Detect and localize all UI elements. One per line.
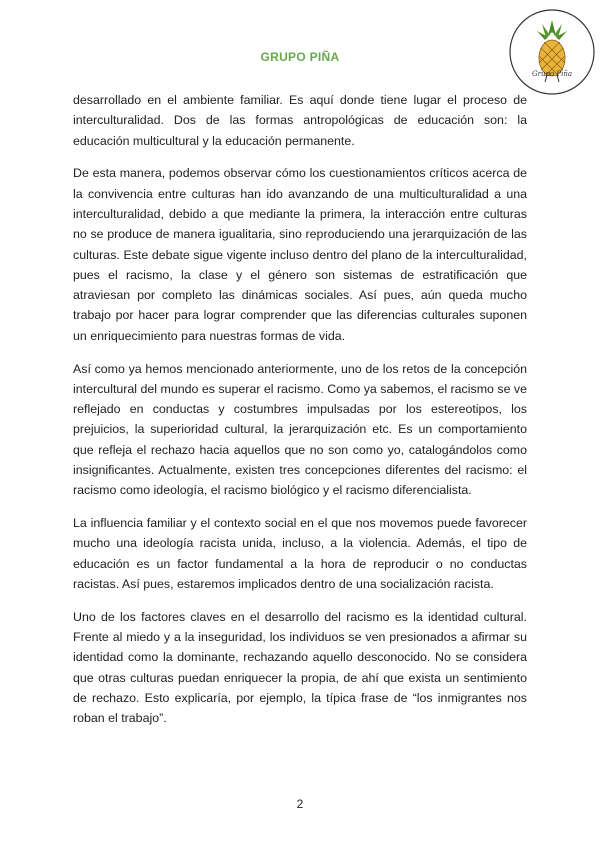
paragraph: Así como ya hemos mencionado anteriormente, uno de los retos de la concepción intercultural del mundo es superar el racismo. Como ya sabemos, el racismo se ve reflejado en conductas y costumbres impulsadas por los estereotipos, los prejuicios, la superioridad cultural, la jerarquización etc. Es un comportamiento que refleja el rechazo hacia aquellos que no son como yo, catalogándolos como insignificantes. Actualmente, existen tres concepciones diferentes del racismo: el racismo como ideología, el racismo biológico y el racismo diferencialista. bbox=[73, 361, 527, 498]
paragraph: Uno de los factores claves en el desarrollo del racismo es la identidad cultural. Frente al miedo y a la inseguridad, los individuos se ven presionados a afirmar su identidad como la dominante, rechazando aquello desconocido. No se considera que otras culturas puedan enriquecer la propia, de ahí que exista un sentimiento de rechazo. Esto explicaría, por ejemplo, la típica frase de “los inmigrantes nos roban el trabajo”. bbox=[73, 609, 527, 726]
header-title: GRUPO PIÑA bbox=[260, 50, 340, 64]
pineapple-logo bbox=[508, 8, 596, 96]
page-number: 2 bbox=[296, 797, 304, 811]
paragraph: desarrollado en el ambiente familiar. Es aquí donde tiene lugar el proceso de interculturalidad. Dos de las formas antropológicas de educación son: la educación multicultural y la educación permanente. bbox=[73, 93, 527, 148]
body-text bbox=[73, 90, 527, 741]
logo-caption: Grupo Piña bbox=[532, 70, 572, 78]
paragraph: De esta manera, podemos observar cómo los cuestionamientos críticos acerca de la convivencia entre culturas han ido avanzando de una multiculturalidad a una interculturalidad, debido a que mediante la primera, la interacción entre culturas no se produce de manera igualitaria, sino reproduciendo una jerarquización de las culturas. Este debate sigue vigente incluso dentro del plano de la interculturalidad, pues el racismo, la clase y el género son sistemas de estratificación que atraviesan por completo las dinámicas sociales. Así pues, aún queda mucho trabajo por hacer para lograr comprender que las diferencias culturales suponen un enriquecimiento para nuestras formas de vida. bbox=[73, 166, 527, 343]
pineapple-icon bbox=[508, 8, 596, 96]
paragraph: La influencia familiar y el contexto social en el que nos movemos puede favorecer mucho una ideología racista unida, incluso, a la violencia. Además, el tipo de educación es un factor fundamental a la hora de reproducir o no conductas racistas. Así pues, estaremos implicados dentro de una socialización racista. bbox=[73, 516, 527, 592]
